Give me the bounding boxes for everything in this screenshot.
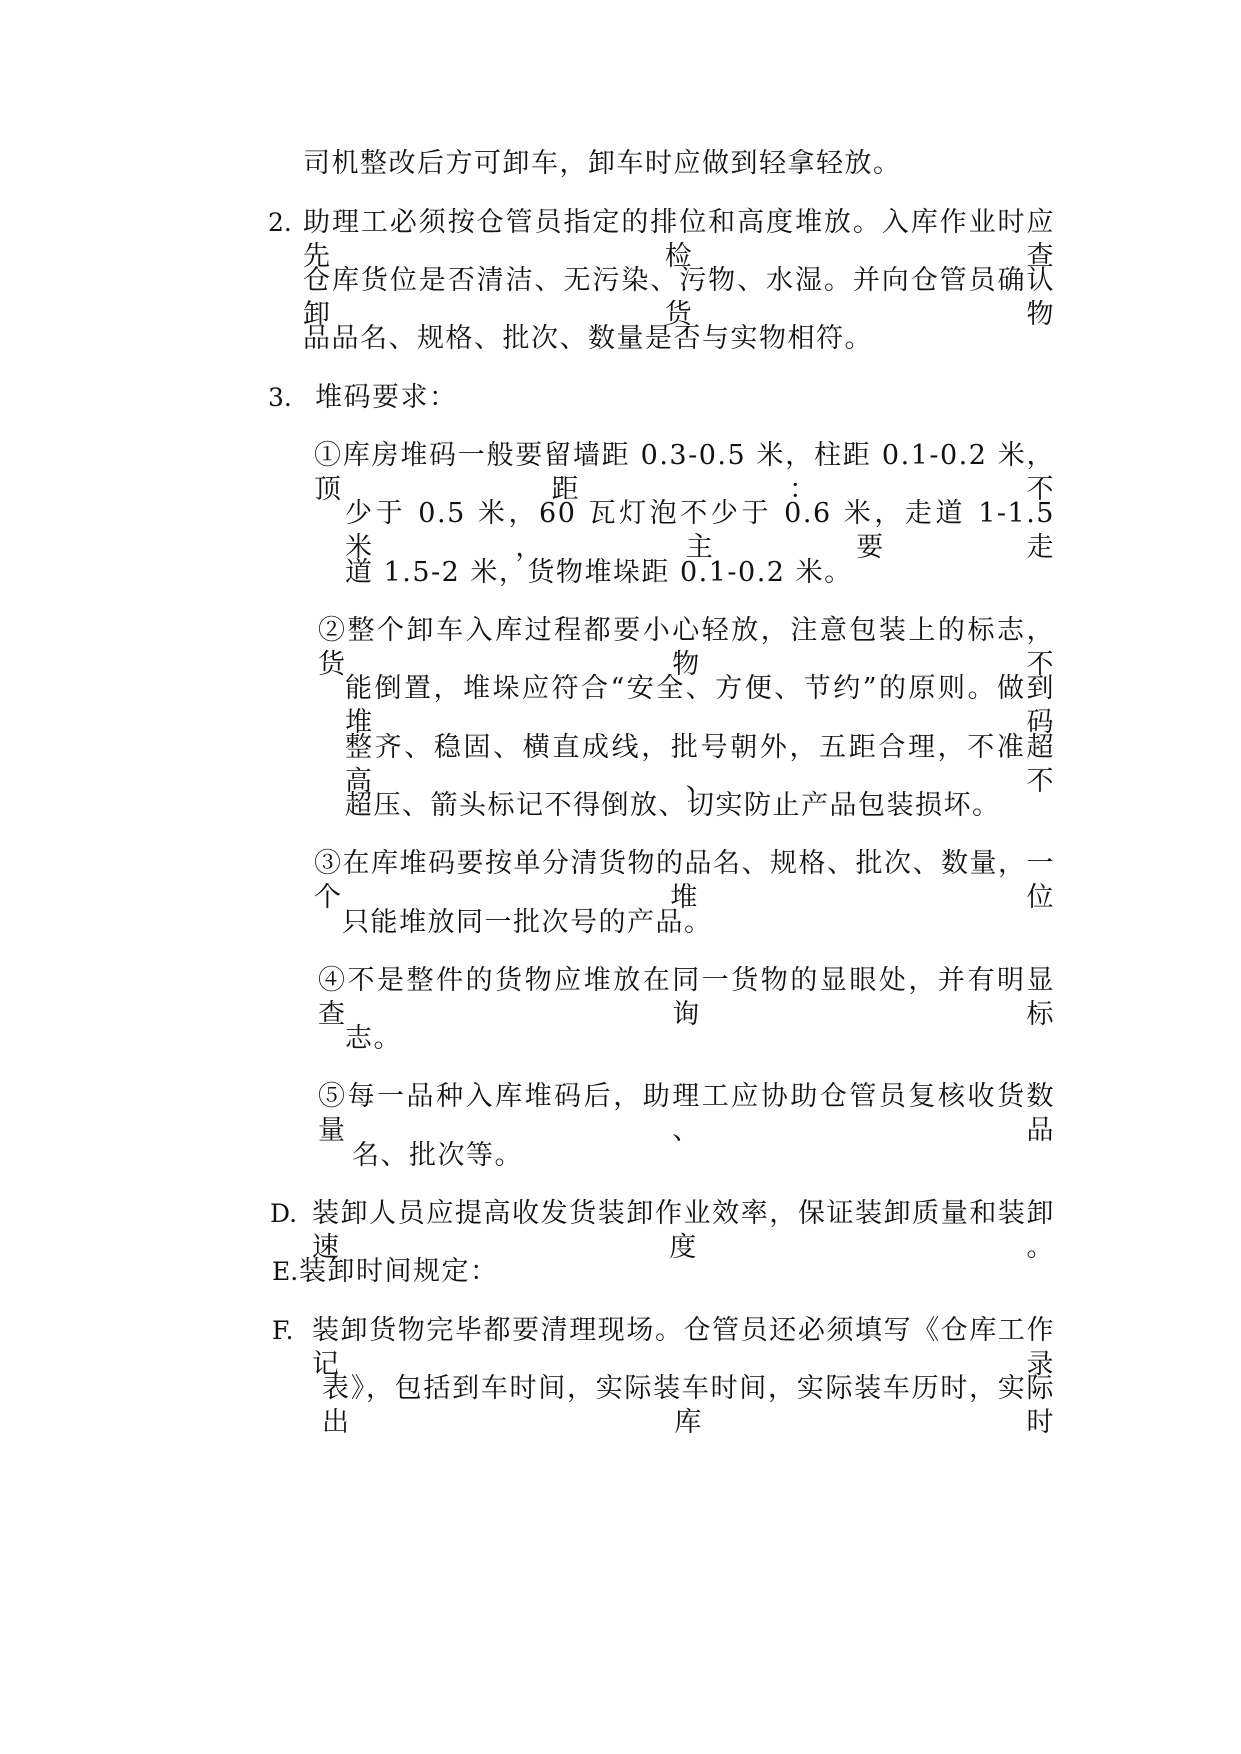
paragraph-line-21: 装卸货物完毕都要清理现场。仓管员还必须填写《仓库工作记录: [312, 1315, 1055, 1380]
paragraph-line-22: 表》，包括到车时间，实际装车时间，实际装车历时，实际出库时: [322, 1373, 1055, 1438]
paragraph-line-12: 超压、箭头标记不得倒放、切实防止产品包装损坏。: [345, 790, 1001, 821]
paragraph-line-19: 装卸人员应提高收发货装卸作业效率，保证装卸质量和装卸速度。: [312, 1198, 1055, 1263]
list-number-2: 2.: [268, 208, 292, 237]
list-letter-f: F.: [272, 1316, 294, 1345]
paragraph-line-6: ①库房堆码一般要留墙距 0.3-0.5 米，柱距 0.1-0.2 米，顶距：不: [314, 440, 1055, 505]
paragraph-line-10: 能倒置，堆垛应符合“安全、方便、节约”的原则。做到堆码: [345, 673, 1055, 738]
paragraph-line-17: ⑤每一品种入库堆码后，助理工应协助仓管员复核收货数量、品: [318, 1081, 1055, 1146]
paragraph-line-3: 仓库货位是否清洁、无污染、污物、水湿。并向仓管员确认卸货物: [303, 265, 1055, 330]
paragraph-line-11: 整齐、稳固、横直成线，批号朝外，五距合理，不准超高、不: [345, 732, 1055, 797]
paragraph-line-14: 只能堆放同一批次号的产品。: [342, 907, 713, 938]
list-letter-e: E.: [272, 1257, 299, 1286]
paragraph-line-9: ②整个卸车入库过程都要小心轻放，注意包装上的标志，货物不: [318, 615, 1055, 680]
paragraph-line-13: ③在库堆码要按单分清货物的品名、规格、批次、数量，一个堆位: [314, 848, 1055, 913]
paragraph-line-7: 少于 0.5 米，60 瓦灯泡不少于 0.6 米，走道 1-1.5 米，主要走: [345, 498, 1055, 563]
paragraph-line-20: 装卸时间规定：: [299, 1256, 499, 1287]
section-heading-stacking: 堆码要求：: [315, 382, 458, 413]
paragraph-line-8: 道 1.5-2 米，货物堆垛距 0.1-0.2 米。: [345, 557, 853, 588]
paragraph-line-2: 助理工必须按仓管员指定的排位和高度堆放。入库作业时应先检查: [303, 207, 1055, 272]
paragraph-line-16: 志。: [345, 1023, 402, 1054]
list-letter-d: D.: [270, 1199, 298, 1228]
paragraph-line-18: 名、批次等。: [352, 1140, 523, 1171]
paragraph-line-15: ④不是整件的货物应堆放在同一货物的显眼处，并有明显查询标: [318, 965, 1055, 1030]
paragraph-line-1: 司机整改后方可卸车，卸车时应做到轻拿轻放。: [303, 148, 902, 179]
list-number-3: 3.: [268, 383, 292, 412]
paragraph-line-4: 品品名、规格、批次、数量是否与实物相符。: [303, 323, 873, 354]
